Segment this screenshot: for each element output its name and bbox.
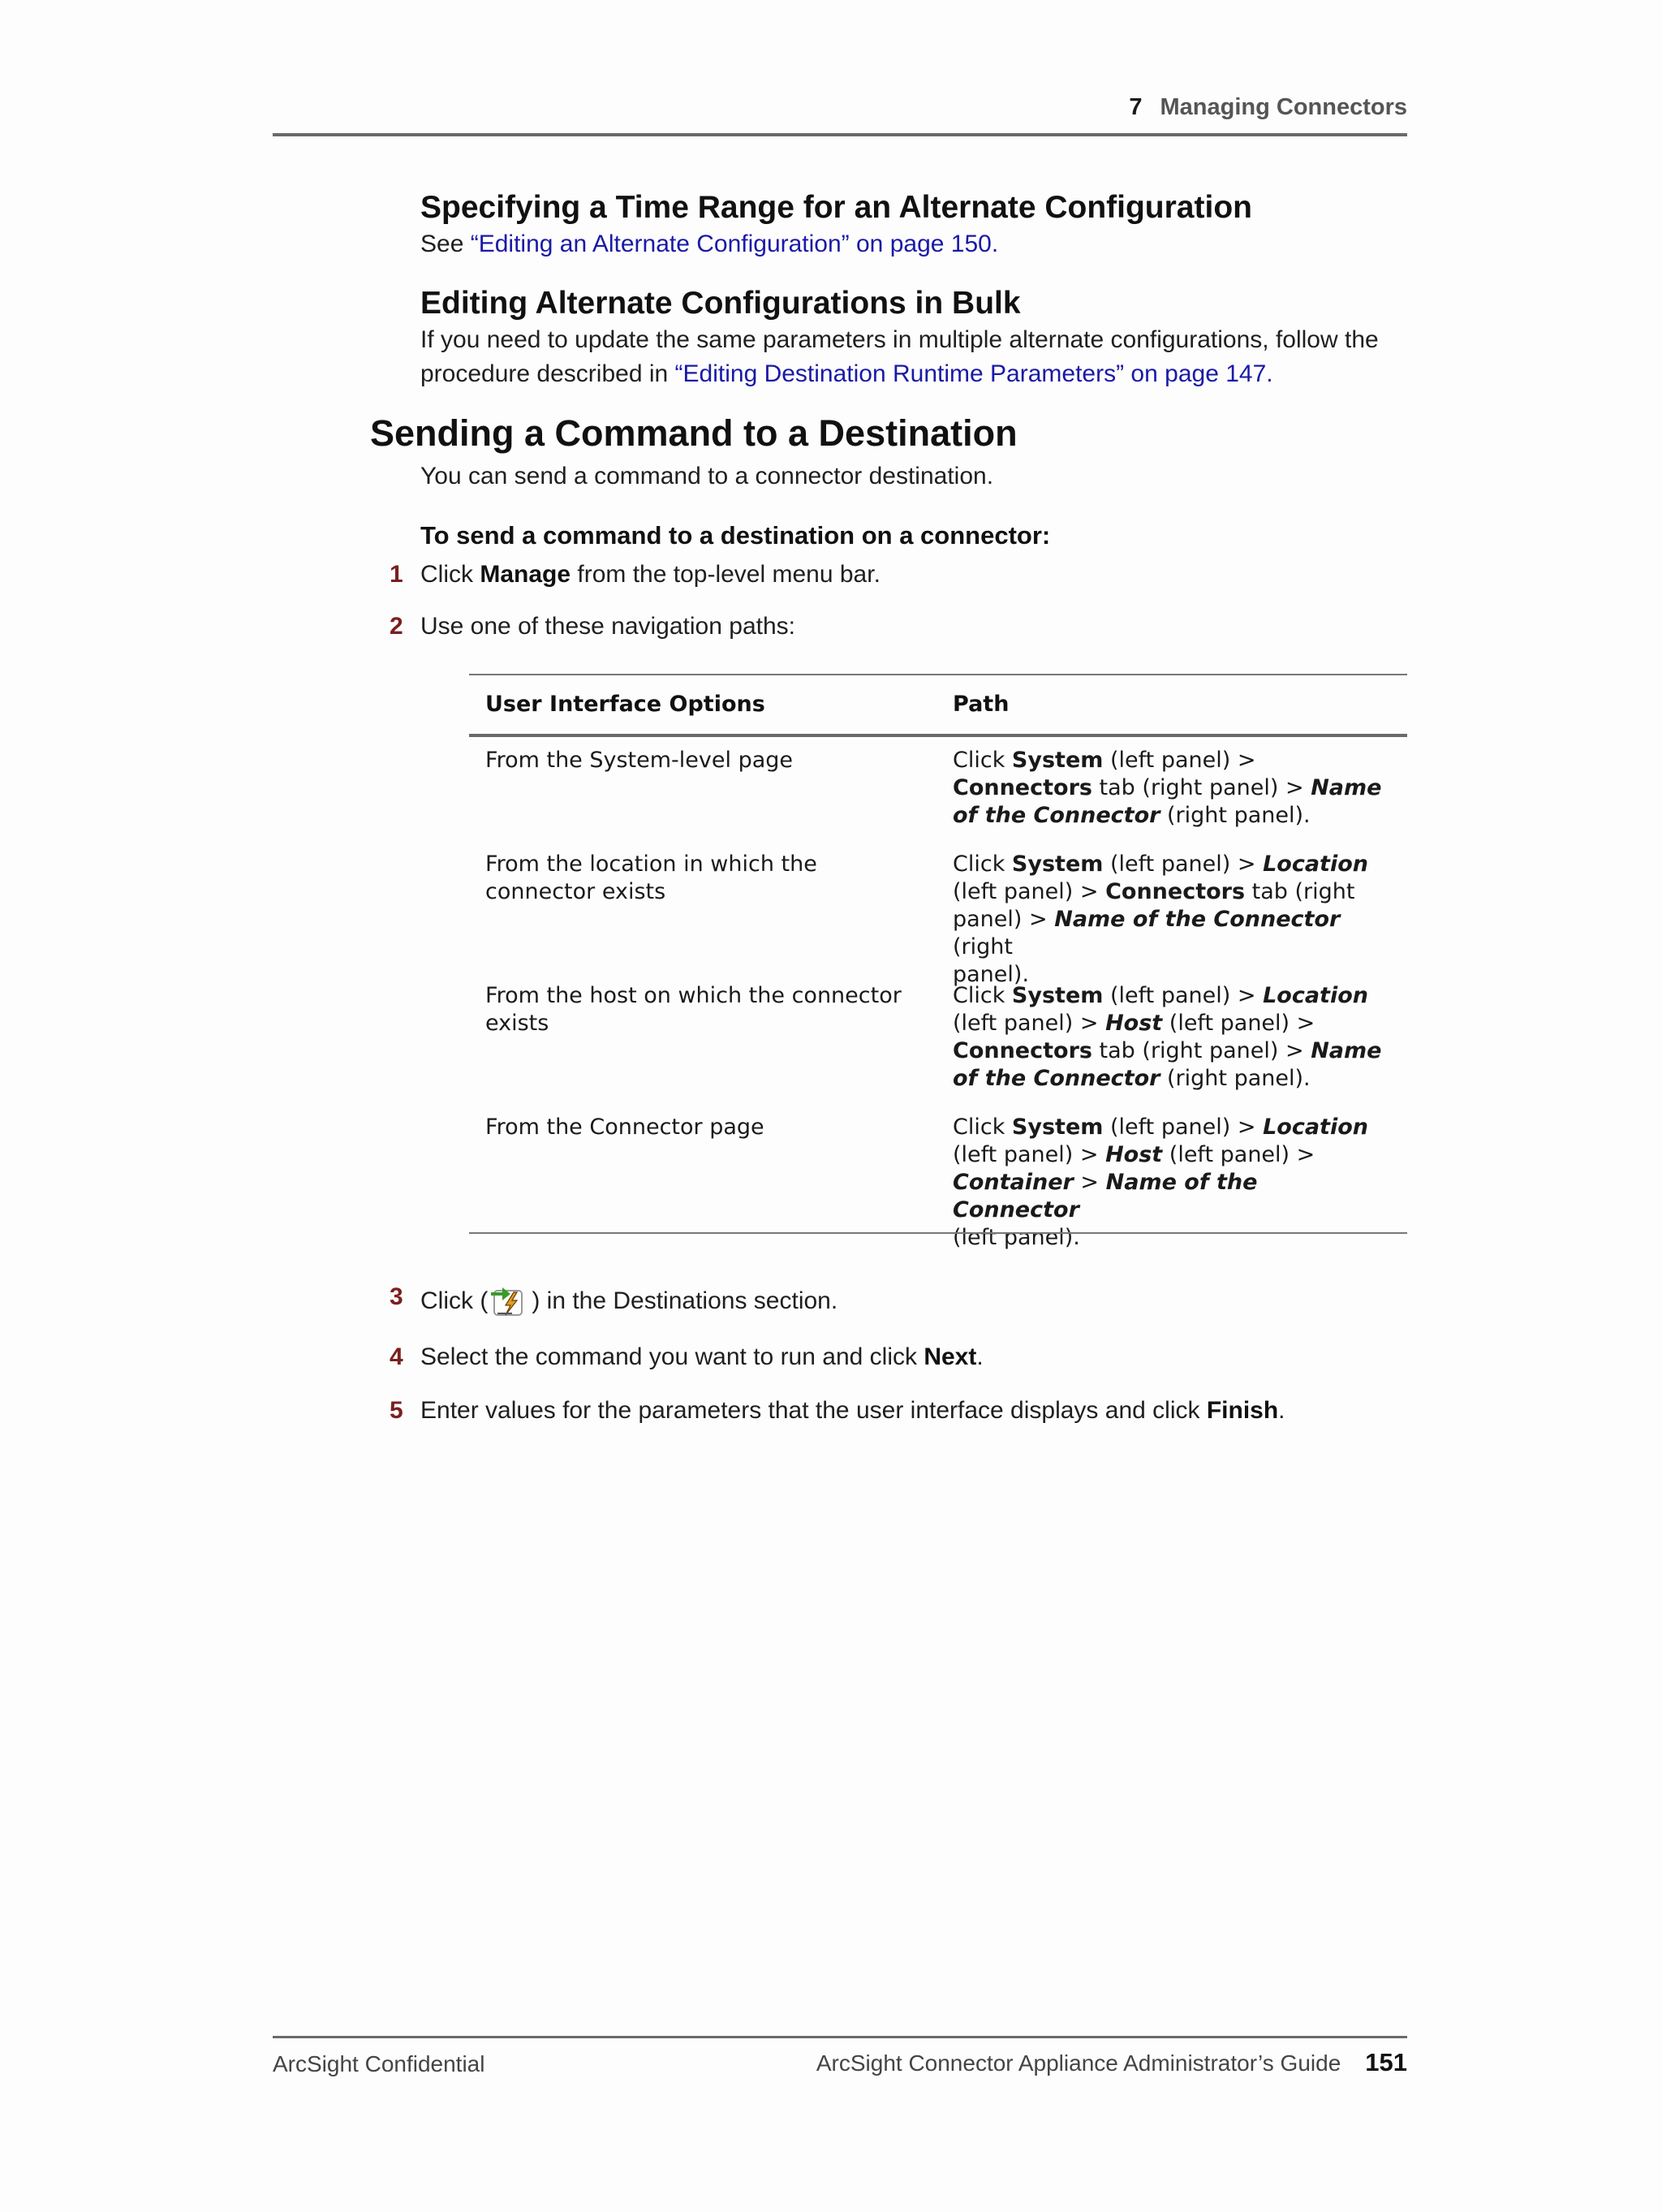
step-5: 5 Enter values for the parameters that the user interface displays and click Finish. — [420, 1395, 1285, 1427]
step-number: 5 — [390, 1397, 403, 1424]
section3-intro: You can send a command to a connector destination. — [420, 463, 994, 489]
table-top-rule — [469, 674, 1407, 675]
table-row-2-option: From the location in which the connector exists — [485, 852, 817, 904]
page-number: 151 — [1365, 2048, 1407, 2076]
step-1: 1 Click Manage from the top-level menu bar. — [420, 558, 881, 591]
chapter-title: Managing Connectors — [1160, 94, 1407, 120]
footer-guide-title: ArcSight Connector Appliance Administrator’s Guide 151 — [816, 2048, 1407, 2076]
section-heading-sending-command: Sending a Command to a Destination — [370, 412, 1018, 454]
section-heading-time-range: Specifying a Time Range for an Alternate Configuration — [420, 190, 1252, 225]
table-row-4-option: From the Connector page — [485, 1115, 764, 1140]
step-number: 4 — [390, 1343, 403, 1370]
section1-see-text: See “Editing an Alternate Configuration” on page 150. — [420, 231, 999, 257]
step-number: 1 — [390, 561, 403, 588]
procedure-title: To send a command to a destination on a connector: — [420, 521, 1051, 550]
footer-confidential: ArcSight Confidential — [273, 2051, 485, 2076]
send-command-icon[interactable] — [488, 1281, 532, 1318]
running-footer — [273, 2036, 1407, 2076]
table-row-1-path: Click System (left panel) > Connectors tab (right panel) > Name of the Connector (right panel). — [953, 748, 1382, 828]
header-text — [1129, 94, 1407, 121]
step-4: 4 Select the command you want to run and click Next. — [420, 1341, 984, 1373]
table-row-1-option: From the System-level page — [485, 748, 794, 773]
table-row-4-path: Click System (left panel) > Location (left panel) > Host (left panel) > Container > Name of the Connector (left panel). — [953, 1115, 1368, 1250]
step-number: 2 — [390, 613, 403, 640]
step-number: 3 — [390, 1283, 403, 1310]
step-2: 2 Use one of these navigation paths: — [420, 610, 795, 643]
table-header-rule — [469, 734, 1407, 737]
table-row-3-option: From the host on which the connector exists — [485, 983, 902, 1036]
table-row-2-path: Click System (left panel) > Location (left panel) > Connectors tab (right panel) > Name of the Connector (right panel). — [953, 852, 1368, 987]
link-editing-destination-runtime[interactable]: “Editing Destination Runtime Parameters” on page 147 — [674, 360, 1267, 387]
table-bottom-rule — [469, 1232, 1407, 1234]
table-header-options: User Interface Options — [485, 692, 765, 717]
table-row-3-path: Click System (left panel) > Location (left panel) > Host (left panel) > Connectors tab (right panel) > Name of the Connector (right panel). — [953, 983, 1382, 1091]
table-header-path: Path — [953, 692, 1010, 717]
step-3: 3 Click ( ) in the Destinations section. — [420, 1281, 837, 1318]
link-editing-alternate-config[interactable]: “Editing an Alternate Configuration” on page 150 — [470, 231, 992, 257]
section-heading-bulk: Editing Alternate Configurations in Bulk — [420, 286, 1021, 321]
chapter-number: 7 — [1129, 94, 1143, 120]
running-header — [273, 88, 1407, 136]
section2-paragraph: If you need to update the same parameters in multiple alternate configurations, follow the procedure described in “Editing Destination Runtime Parameters” on page 147. — [420, 326, 1379, 387]
